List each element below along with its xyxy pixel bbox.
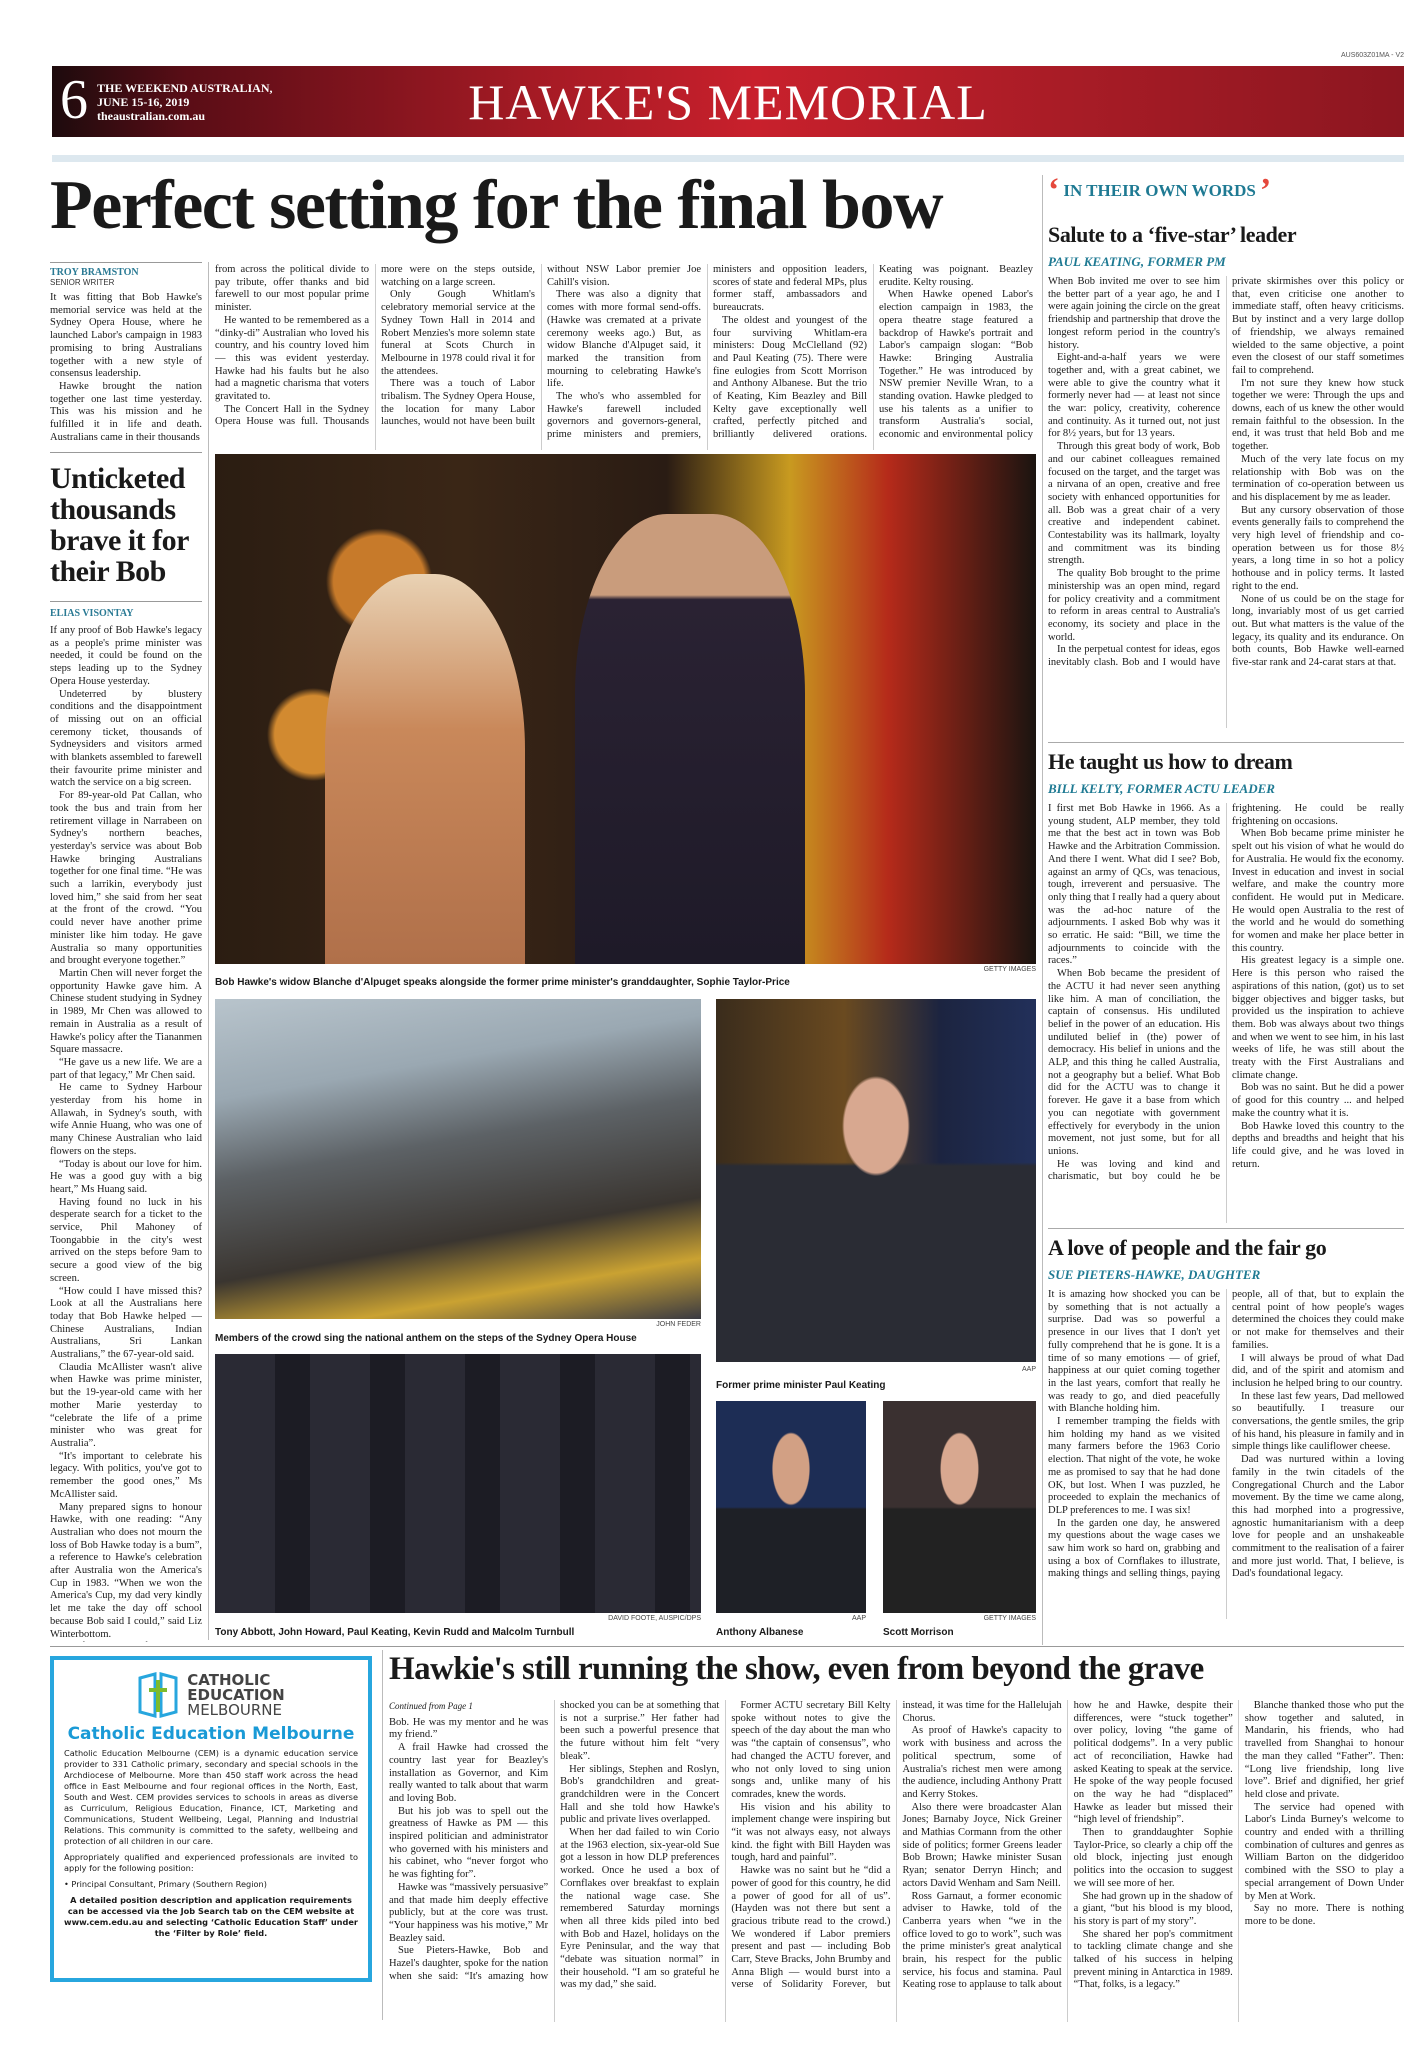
paragraph: I will always be proud of what Dad did, and of the spirit and atomism and inclusion he helped bring to our country. bbox=[1232, 1352, 1404, 1389]
paragraph: He was loving and kind and charismatic, but boy could he be frightening. He could be really frightening on occasions. bbox=[1048, 803, 1404, 1183]
byline: TROY BRAMSTON bbox=[50, 267, 139, 278]
column-rule bbox=[1042, 175, 1043, 1645]
catholic-education-ad bbox=[50, 1656, 372, 1982]
crowd-byline: ELIAS VISONTAY bbox=[50, 601, 202, 619]
ad-body: Catholic Education Melbourne (CEM) is a dynamic education service provider to 331 Catholic primary, secondary and special schools in the Archdiocese of Melbourne. More than 450 staff work across the head office in East Melbourne and four regional offices in the North, East, South and West. CEM provides services to schools in areas as diverse as Curriculum, Religious Education, Finance, ICT, Marketing and Communications, Student Wellbeing, Legal, Planning and Industrial Relations. This community is committed to the safety, wellbeing and protection of all children in our care. bbox=[64, 1748, 358, 1846]
photo-caption: Tony Abbott, John Howard, Paul Keating, Kevin Rudd and Malcolm Turnbull bbox=[215, 1627, 575, 1638]
close-quote-icon: ’ bbox=[1259, 172, 1272, 209]
paragraph bbox=[50, 1641, 202, 1642]
paragraph: His greatest legacy is a simple one. Here is this person who raised the aspirations of this nation, (got) us to set bigger objectives and bigger tasks, but provided us the inspiration to achieve them. Bob was always about two things and when we went to see him, in his last weeks of life, he was still about the treaty with the First Australians and climate change. bbox=[1232, 955, 1404, 1081]
paragraph: Bob. He was my mentor and he was my friend.” bbox=[389, 1716, 549, 1741]
photo-caption: Bob Hawke's widow Blanche d'Alpuget speaks alongside the former prime minister's granddaughter, Sophie Taylor-Price bbox=[215, 977, 790, 988]
paragraph: There was a touch of Labor tribalism. The Sydney Opera House, the location for many Labor launches, would not have been built without NSW Labor premier Joe Cahill's vision. bbox=[381, 264, 701, 428]
divider-bar bbox=[52, 155, 1404, 162]
photo-caption: Scott Morrison bbox=[883, 1627, 954, 1638]
section-title: HAWKE'S MEMORIAL bbox=[468, 74, 988, 130]
paragraph: When her dad failed to win Corio at the 1963 election, six-year-old Sue got a lesson in how DLP preferences worked. Once he used a box of Cornflakes over breakfast to explain the national wage case. She remembered Saturday mornings when all three kids piled into bed with Bob and Hazel, holidays on the Eyre Peninsular, and the way that “debate was situation normal” in their household. “I am so grateful he was my dad,” she said. bbox=[560, 1827, 720, 1991]
paragraph: Former ACTU secretary Bill Kelty spoke without notes to give the speech of the day about the man who was “the captain of consensus”, who had changed the ACTU forever, and who not only loved to sing union songs and, unlike many of his comrades, knew the words. bbox=[731, 1700, 891, 1800]
paragraph: If any proof of Bob Hawke's legacy as a people's prime minister was needed, it could be found on the steps leading up to the Sydney Opera House yesterday. bbox=[50, 625, 202, 687]
paragraph: But his job was to spell out the greatness of Hawke as PM — this inspired politician and administrator who governed with his ministers and his cabinet, who “never forgot who he was fighting for”. bbox=[389, 1805, 549, 1881]
crowd-story bbox=[50, 452, 202, 1642]
paragraph: “It's important to celebrate his legacy. With politics, you've got to remember the good ones,” Ms McAllister said. bbox=[50, 1450, 202, 1500]
paragraph: The who's who assembled for Hawke's farewell included governors and governors-general, prime ministers and premiers, ministers and opposition leaders, scores of state and federal MPs, plus former staff, ambassadors and bureaucrats. bbox=[547, 264, 867, 441]
paragraph: There was also a dignity that comes with more formal send-offs. (Hawke was cremated at a private ceremony weeks ago.) But, as widow Blanche d'Alpuget said, it marked the transition from mourning to celebrating Hawke's life. bbox=[547, 289, 701, 390]
person-figure bbox=[325, 574, 525, 964]
cem-logo bbox=[64, 1672, 358, 1718]
photo-credit: AAP bbox=[1021, 1366, 1036, 1373]
ad-position: • Principal Consultant, Primary (Southern Region) bbox=[64, 1879, 267, 1889]
paragraph: A frail Hawke had crossed the country last year for Beazley's installation as Governor, and Kim really wanted to talk about that warm and loving Bob. bbox=[389, 1742, 549, 1804]
paragraph: I first met Bob Hawke in 1966. As a young student, ALP member, they told me that the best act in town was Bob Hawke and the Arbitration Commission. And there I went. What did I see? Bob, against an army of QCs, was tenacious, tough, irreverent and persuasive. The only thing that I really had a query about was the ad-hoc nature of the adjournments. I asked Bob why was it so erratic. He said: “Bill, we time the adjournments to coincide with the races.” bbox=[1048, 803, 1220, 967]
ad-heading: Catholic Education Melbourne bbox=[67, 1724, 355, 1744]
photo-paul-keating bbox=[716, 999, 1036, 1362]
ad-invite: Appropriately qualified and experienced professionals are invited to apply for the following position: bbox=[64, 1852, 358, 1873]
paragraph: When Bob became the president of the ACTU it had never seen anything like him. A man of conciliation, the captain of consensus. His undiluted belief in the power of an education. His undiluted belief in (the) power of democracy. His belief in unions and the ALP, and this thing he called Australia, not a geography but a belief. What Bob did for the ACTU was to change it forever. He gave it a base from which you can negotiate with government effectively for everybody in the union movement, not just some, but for all unions. bbox=[1048, 968, 1220, 1157]
paragraph: He wanted to be remembered as a “dinky-di” Australian who loved his country, and his country loved him — this was evident yesterday. Hawke had his faults but he also had a magnetic charisma that voters gravitated to. bbox=[215, 314, 369, 403]
paragraph: The service had opened with Labor's Linda Burney's welcome to country and ended with a thrilling combination of cultures and genres as William Barton on the didgeridoo combined with the SSO to play a special arrangement of Down Under by Men at Work. bbox=[1244, 1801, 1404, 1902]
paragraph: Also there were broadcaster Alan Jones; Barnaby Joyce, Nick Greiner and Mathias Cormann from the other side of politics; former Greens leader Bob Brown; Hawke minister Susan Ryan; senator Derryn Hinch; and actors David Wenham and Sam Neill. bbox=[902, 1801, 1062, 1889]
paragraph: Hawke was no saint but he “did a power of good for this country, he did a power of good for all of us”. (Hayden was not there but sent a gracious tribute read to the crowd.) We wondered if Labor premiers present and past — including Bob Carr, Steve Bracks, John Brumby and Anna Bligh — would burst into a verse of Solidarity Forever, but instead, it was time for the Hallelujah Chorus. bbox=[731, 1700, 1062, 1991]
paragraph: Blanche thanked those who put the show together and saluted, in Mandarin, his friends, who had travelled from Shanghai to honour the man they called “Father”. Then: “Long live friendship, long live love”. Brief and dignified, her grief held close and private. bbox=[1244, 1700, 1404, 1800]
keating-tribute bbox=[1048, 222, 1404, 728]
crowd-body bbox=[50, 625, 202, 1642]
photo-credit: AAP bbox=[851, 1615, 866, 1622]
section-label: IN THEIR OWN WORDS bbox=[1063, 181, 1256, 200]
paragraph: Her siblings, Stephen and Roslyn, Bob's grandchildren and great-grandchildren were in the Concert Hall and she told how Hawke's public and private lives overlapped. bbox=[560, 1763, 720, 1826]
paragraph: When Bob became prime minister he spelt out his vision of what he would do for Australia. He would fix the economy. Invest in education and invest in social welfare, and make the country more confident. He would put in Medicare. He would open Australia to the rest of the world and he would do something for women and make her place better in this country. bbox=[1232, 828, 1404, 954]
page-number: 6 bbox=[60, 69, 88, 131]
open-quote-icon: ‘ bbox=[1048, 172, 1060, 209]
cross-book-icon bbox=[137, 1672, 179, 1718]
photo-credit: GETTY IMAGES bbox=[983, 1615, 1036, 1622]
paragraph: Having found no luck in his desperate search for a ticket to the service, Phil Mahoney of Toongabbie in the city's west arrived on the steps before 9am to secure a good view of the big screen. bbox=[50, 1196, 202, 1284]
main-lead-column bbox=[50, 262, 202, 444]
paragraph: Undeterred by blustery conditions and the disappointment of missing out on an official ceremony ticket, thousands of Sydneysiders and visitors armed with blankets assembled to farewell their favourite prime minister and watch the service on a big screen. bbox=[50, 688, 202, 789]
crowd-headline: Unticketed thousands brave it for their Bob bbox=[50, 462, 189, 588]
paragraph: But any cursory observation of those events generally fails to comprehend the very high level of friendship and co-operation between us for those 8½ years, a long time in so hot a policy hothouse and in policy terms. It lasted right to the end. bbox=[1232, 504, 1404, 592]
photo-credit: DAVID FOOTE, AUSPIC/DPS bbox=[608, 1615, 701, 1622]
photo-caption: Anthony Albanese bbox=[716, 1627, 804, 1638]
paragraph: The quality Bob brought to the prime ministership was an open mind, regard for policy creativity and a commitment to reform in areas central to Australia's economy, its society and place in the world. bbox=[1048, 568, 1220, 643]
sue-tribute bbox=[1048, 1228, 1404, 1619]
edition-date: JUNE 15-16, 2019 bbox=[97, 95, 190, 109]
article-body bbox=[50, 292, 202, 444]
paragraph: Claudia McAllister wasn't alive when Hawke was prime minister, but the 19-year-old came with her mother Marie yesterday to “celebrate the life of a prime minister who was great for Australia”. bbox=[50, 1361, 202, 1449]
person-figure bbox=[575, 514, 805, 964]
byline-role: SENIOR WRITER bbox=[50, 278, 115, 287]
paragraph: Say no more. There is nothing more to be done. bbox=[1244, 1903, 1404, 1927]
photo-credit: GETTY IMAGES bbox=[983, 966, 1036, 973]
logo-text: MELBOURNE bbox=[187, 1700, 282, 1719]
tribute-body bbox=[1048, 803, 1404, 1223]
paragraph: Dad was nurtured within a loving family in the twin citadels of the Congregational Church and the Labor movement. By the time we came along, this had morphed into a progressive, agnostic humanitarianism with a deep love for people and an unshakeable commitment to the realisation of a fairer and more just world. That, I believe, is Dad's foundational legacy. bbox=[1232, 1454, 1404, 1580]
bottom-headline: Hawkie's still running the show, even from beyond the grave bbox=[389, 1651, 1204, 1687]
paragraph: Only Gough Whitlam's celebratory memorial service at the Sydney Town Hall in 2014 and Robert Menzies's more solemn state funeral at Scots Church in Melbourne in 1978 could rival it for the attendees. bbox=[381, 289, 535, 377]
bottom-article-body bbox=[389, 1700, 1404, 2022]
photo-credit: JOHN FEDER bbox=[656, 1321, 701, 1328]
paragraph: Bob was no saint. But he did a power of good for this country ... and helped make the country what it is. bbox=[1232, 1082, 1404, 1119]
tribute-body bbox=[1048, 276, 1404, 728]
photo-caption: Former prime minister Paul Keating bbox=[716, 1380, 886, 1391]
tribute-body bbox=[1048, 1289, 1404, 1619]
paragraph: When Bob invited me over to see him the better part of a year ago, he and I were again joining the circle on the great friendship and partnership that drove the longest reform period in the country's history. bbox=[1048, 276, 1220, 351]
main-headline: Perfect setting for the final bow bbox=[50, 167, 943, 244]
page-code: AUS603Z01MA - V2 bbox=[1340, 52, 1404, 59]
photo-caption: Members of the crowd sing the national anthem on the steps of the Sydney Opera House bbox=[215, 1333, 637, 1344]
photo-blanche-and-sophie bbox=[215, 454, 1036, 964]
paragraph: The Concert Hall in the Sydney Opera House was full. Thousands more were on the steps outside, watching on a large screen. bbox=[215, 264, 535, 428]
bottom-paragraphs bbox=[389, 1700, 1404, 1992]
paragraph: She shared her pop's commitment to tackling climate change and she talked of his success in helping prevent mining in Antarctica in 1989. “That, folks, is a legacy.” bbox=[1073, 1928, 1233, 1991]
paragraph: I remember tramping the fields with him holding my hand as we visited many farmers before the 1963 Corio election. That night of the vote, he woke me as promised to say that he had done OK, but lost. When I was puzzled, he proceeded to explain the mechanics of DLP preferences to me. I was six! bbox=[1048, 1416, 1220, 1516]
masthead bbox=[52, 66, 1404, 137]
photo-anthony-albanese bbox=[716, 1401, 866, 1613]
paragraph: Sue Pieters-Hawke, Bob and Hazel's daughter, spoke for the nation when she said: “It's amazing how shocked you can be at something that is not a surprise.” Her father had been such a powerful presence that the future without him felt “very bleak”. bbox=[389, 1700, 720, 1982]
paragraph: As proof of Hawke's capacity to work with business and across the political spectrum, some of Australia's richest men were among the audience, including Anthony Pratt and Kerry Stokes. bbox=[902, 1725, 1062, 1800]
paragraph: Martin Chen will never forget the opportunity Hawke gave him. A Chinese student studying in Sydney in 1989, Mr Chen was allowed to remain in Australia as a result of Hawke's policy after the Tiananmen Square massacre. bbox=[50, 967, 202, 1056]
photo-former-prime-ministers bbox=[215, 1354, 701, 1613]
photo-scott-morrison bbox=[883, 1401, 1036, 1613]
divider bbox=[50, 1646, 1404, 1647]
tribute-author: SUE PIETERS-HAWKE, DAUGHTER bbox=[1048, 1267, 1261, 1282]
paragraph: Ross Garnaut, a former economic adviser to Hawke, told of the Canberra years when “we in the office loved to go to work”, such was the prime minister's great analytical brain, his respect for the public service, his focus and stamina. Paul Keating rose to applause to talk about how he and Hawke, despite their differences, were “stuck together” over policy, loving “the game of political dodgems”. In a very public act of reconciliation, Hawke had asked Keating to speak at the service. He spoke of the way people focused on the way he had “displaced” Hawke as leader but missed their “high level of friendship”. bbox=[902, 1700, 1233, 1991]
paragraph: For 89-year-old Pat Callan, who took the bus and train from her retirement village in Narrabeen on Sydney's northern beaches, yesterday's service was about Bob Hawke bringing Australians together for one final time. “He was such a larrikin, everybody just loved him,” she said from her seat at the front of the crowd. “You could never have another prime minister like him today. He gave Australia so many opportunities and brought everyone together.” bbox=[50, 790, 202, 967]
paragraph: In these last few years, Dad mellowed so beautifully. I treasure our conversations, the gentle smiles, the grip of his hand, his pleasure in family and in simple things like cauliflower cheese. bbox=[1232, 1390, 1404, 1453]
paragraph: In the garden one day, he answered my questions about the wage cases we saw him work so hard on, grabbing and using a box of Cornflakes to illustrate, making things and selling things, paying people, all of that, but to explain the central point of how people's wages determined the choices they could make or not make for themselves and their families. bbox=[1048, 1289, 1404, 1580]
paragraph: Through this great body of work, Bob and our cabinet colleagues remained focused on the target, and the target was a nirvana of an open, creative and free society with enhanced opportunities for all. Bob was a great chair of a very creative and independent cabinet. Contestability was its hallmark, loyalty and commitment was its binding strength. bbox=[1048, 441, 1220, 567]
paragraph: His vision and his ability to implement change were inspiring but “it was not always easy, not always kind. the fight with Bill Hayden was tough, hard and painful”. bbox=[731, 1801, 891, 1864]
paragraph: It is amazing how shocked you can be by something that is not actually a surprise. Dad was so powerful a presence in our lives that I don't yet fully comprehend that he is gone. It is a time of so many emotions — of grief, happiness at our quiet coming together in the last years, comfort that really he was ready to go, and died peacefully with Blanche holding him. bbox=[1048, 1289, 1220, 1415]
paragraph: It was fitting that Bob Hawke's memorial service was held at the Sydney Opera House, where he launched Labor's campaign in 1983 promising to bring Australians together with a new style of consensus leadership. bbox=[50, 292, 202, 380]
paragraph: The oldest and youngest of the four surviving Whitlam-era ministers: Doug McClelland (92) and Paul Keating (75). There were fine eulogies from Scott Morrison and Anthony Albanese. But the trio of Keating, Kim Beazley and Bill Kelty gave exceptionally well crafted, perfectly pitched and brilliantly delivered orations. Keating was poignant. Beazley erudite. Kelty rousing. bbox=[713, 264, 1033, 441]
tribute-headline: A love of people and the fair go bbox=[1048, 1235, 1327, 1260]
tribute-author: PAUL KEATING, FORMER PM bbox=[1048, 254, 1226, 269]
paragraph: “Today is about our love for him. He was a good guy with a big heart,” Ms Huang said. bbox=[50, 1158, 202, 1195]
paragraph: When Hawke opened Labor's election campaign in 1983, the opera theatre stage featured a backdrop of Hawke's portrait and Labor's campaign slogan: “Bob Hawke: Bringing Australia Together.” He was introduced by NSW premier Neville Wran, to a standing ovation. Hawke pledged to use his talents as a unifier to transform Australia's social, economic and environmental policy bbox=[879, 289, 1033, 441]
photo-crowd bbox=[215, 999, 701, 1319]
paragraph: In the perpetual contest for ideas, egos inevitably clash. Bob and I would have private skirmishes over this policy or that, even criticise one another to immediate staff, often heavy criticisms. But by instinct and a very large dollop of friendship, we always remained wielded to the same objective, a point even the closest of our staff sometimes fail to comprehend. bbox=[1048, 276, 1404, 669]
paragraph: Bob Hawke loved this country to the depths and breadths and height that his life could give, and he was loved in return. bbox=[1232, 1120, 1404, 1170]
kelty-tribute bbox=[1048, 742, 1404, 1223]
paragraph: None of us could be on the stage for long, invariably most of us get carried out. But what matters is the value of the legacy, its quality and its endurance. On both counts, Bob Hawke well-earned five-star rank and 24-carat stars at that. bbox=[1232, 593, 1404, 669]
logo-text: CATHOLIC bbox=[187, 1670, 271, 1689]
tribute-headline: He taught us how to dream bbox=[1048, 749, 1293, 774]
paragraph: Then to granddaughter Sophie Taylor-Price, so clearly a chip off the old block, injecting just enough politics into the occasion to suggest we will see more of her. bbox=[1073, 1827, 1233, 1889]
logo-text: EDUCATION bbox=[187, 1685, 285, 1704]
column-rule bbox=[382, 1650, 383, 2020]
paragraph: “How could I have missed this? Look at all the Australians here today that Bob Hawke helped — Chinese Australians, Indian Australians, Sri Lankan Australians,” the 67-year-old said. bbox=[50, 1285, 202, 1361]
paragraph: Much of the very late focus on my relationship with Bob was on the termination of co-operation between us and his displacement by me as leader. bbox=[1232, 453, 1404, 503]
paragraph: “He gave us a new life. We are a part of that legacy,” Mr Chen said. bbox=[50, 1056, 202, 1081]
ad-apply-info: A detailed position description and application requirements can be accessed via the Job Search tab on the CEM website at www.cem.edu.au and selecting ‘Catholic Education Staff’ under the ‘Filter by Role’ field. bbox=[64, 1895, 358, 1938]
continued-note: Continued from Page 1 bbox=[389, 1701, 473, 1711]
edition-name: THE WEEKEND AUSTRALIAN, bbox=[97, 81, 273, 95]
website-link[interactable]: theaustralian.com.au bbox=[97, 109, 205, 123]
main-article-body bbox=[215, 264, 1033, 450]
paragraph: I'm not sure they knew how stuck together we were: Through the ups and downs, each of us knew the other would remain faithful to the obsession. In the end, it was trust that held Bob and me together. bbox=[1232, 377, 1404, 453]
tribute-headline: Salute to a ‘five-star’ leader bbox=[1048, 222, 1297, 247]
paragraph: He came to Sydney Harbour yesterday from his home in Allawah, in Sydney's south, with wife Annie Huang, who was one of many Chinese Australian who laid flowers on the steps. bbox=[50, 1082, 202, 1157]
paragraph: from across the political divide to pay tribute, offer thanks and bid farewell to our most popular prime minister. bbox=[215, 264, 369, 314]
paragraph: Hawke was “massively persuasive” and that made him deeply effective publicly, but at the core was trust. “Your happiness was his motive,” Mr Beazley said. bbox=[389, 1881, 549, 1944]
paragraph: Hawke brought the nation together one last time yesterday. This was his mission and he fulfilled it in life and death. Australians came in their thousands bbox=[50, 380, 202, 443]
paragraph: She had grown up in the shadow of a giant, “but his blood is my blood, his story is part of my story”. bbox=[1073, 1890, 1233, 1927]
column-rule bbox=[208, 262, 209, 1640]
own-words-label bbox=[1048, 172, 1404, 210]
paragraph: Eight-and-a-half years we were together and, with a great cabinet, we were able to give the country what it formerly never had — at least not since the war: policy, creativity, coherence and continuity. As it turned out, not just for 8½ years, but for 13 years. bbox=[1048, 352, 1220, 440]
paragraph: Many prepared signs to honour Hawke, with one reading: “Any Australian who does not mourn the loss of Bob Hawke today is a bum”, a reference to Hawke's celebration after Australia won the America's Cup in 1983. “When we won the America's Cup, my dad very kindly let me take the day off school because Bob said I could,” said Liz Winterbottom. bbox=[50, 1501, 202, 1640]
tribute-author: BILL KELTY, FORMER ACTU LEADER bbox=[1048, 781, 1275, 796]
